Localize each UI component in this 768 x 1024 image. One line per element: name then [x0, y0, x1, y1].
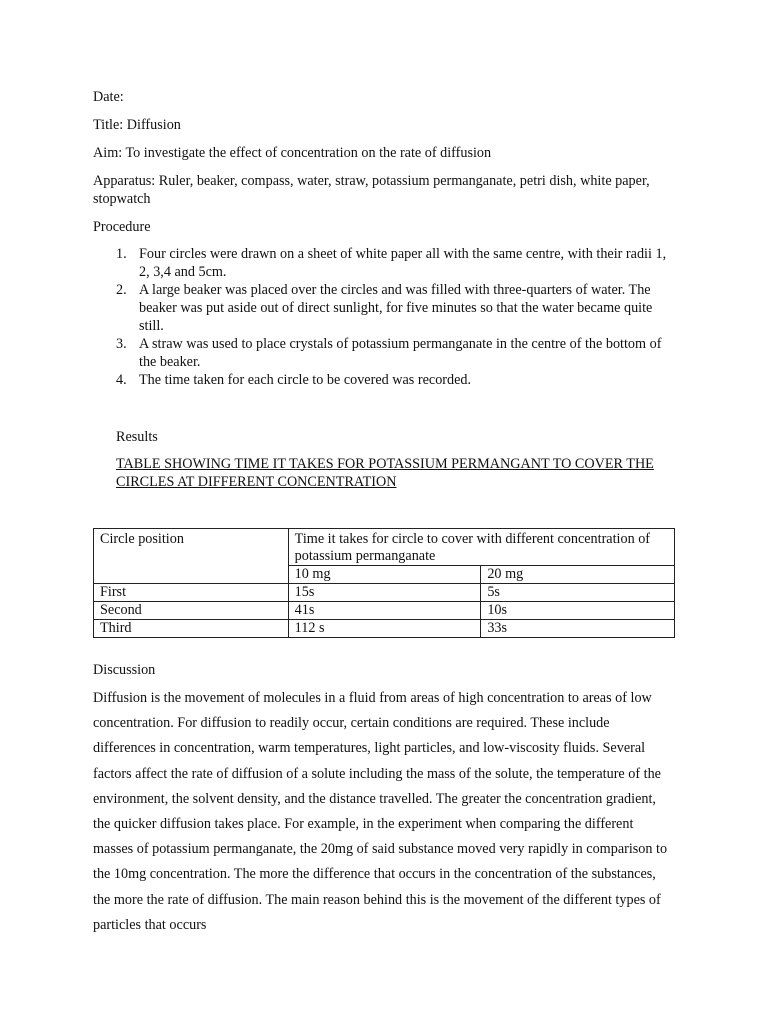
cell-position: Third [94, 620, 289, 638]
date-line: Date: [93, 89, 124, 105]
procedure-item-text: A straw was used to place crystals of potassium permanganate in the centre of the bottom of the beaker. [139, 336, 662, 370]
procedure-list [116, 245, 676, 389]
procedure-item [116, 371, 676, 389]
cell-position: First [94, 584, 289, 602]
cell-20mg: 5s [481, 584, 675, 602]
subheader-cell-20mg: 20 mg [481, 566, 675, 584]
subheader-cell-10mg: 10 mg [288, 566, 481, 584]
results-table [93, 528, 675, 638]
procedure-item-text: The time taken for each circle to be covered was recorded. [139, 372, 472, 388]
procedure-item-number: 4. [116, 372, 127, 388]
cell-20mg: 10s [481, 602, 675, 620]
procedure-heading: Procedure [93, 219, 151, 235]
aim-line: Aim: To investigate the effect of concentration on the rate of diffusion [93, 145, 492, 161]
apparatus-line: Apparatus: Ruler, beaker, compass, water, straw, potassium permanganate, petri dish, white paper, stopwatch [93, 173, 650, 207]
results-heading: Results [116, 429, 158, 445]
cell-position: Second [94, 602, 289, 620]
cell-10mg: 112 s [288, 620, 481, 638]
procedure-item [116, 335, 676, 371]
cell-10mg: 41s [288, 602, 481, 620]
procedure-item-number: 2. [116, 282, 127, 298]
procedure-item [116, 281, 676, 335]
header-cell-circle-position: Circle position [94, 529, 289, 584]
procedure-item-number: 3. [116, 336, 127, 352]
cell-10mg: 15s [288, 584, 481, 602]
table-header-row [94, 529, 675, 566]
procedure-item-text: Four circles were drawn on a sheet of white paper all with the same centre, with their radii 1, 2, 3,4 and 5cm. [139, 246, 667, 280]
procedure-item [116, 245, 676, 281]
table-title: TABLE SHOWING TIME IT TAKES FOR POTASSIUM PERMANGANT TO COVER THE CIRCLES AT DIFFERENT CONCENTRATION [116, 456, 654, 490]
cell-20mg: 33s [481, 620, 675, 638]
table-row [94, 584, 675, 602]
table-row [94, 620, 675, 638]
procedure-item-number: 1. [116, 246, 127, 262]
header-cell-time: Time it takes for circle to cover with different concentration of potassium permanganate [288, 529, 674, 566]
title-line: Title: Diffusion [93, 117, 181, 133]
table-row [94, 602, 675, 620]
discussion-text: Diffusion is the movement of molecules in a fluid from areas of high concentration to areas of low concentration. For diffusion to readily occur, certain conditions are required. These include differences in concentration, warm temperatures, light particles, and low-viscosity fluids. Several factors affect the rate of diffusion of a solute including the mass of the solute, the temperature of the environment, the solvent density, and the distance travelled. The greater the concentration gradient, the quicker diffusion takes place. For example, in the experiment when comparing the different masses of potassium permanganate, the 20mg of said substance moved very rapidly in comparison to the 10mg concentration. The more the difference that occurs in the concentration of the substances, the more the rate of diffusion. The main reason behind this is the movement of the different types of particles that occurs [93, 690, 668, 933]
procedure-item-text: A large beaker was placed over the circles and was filled with three-quarters of water. The beaker was put aside out of direct sunlight, for five minutes so that the water became quite still. [139, 282, 653, 334]
discussion-heading: Discussion [93, 662, 156, 678]
